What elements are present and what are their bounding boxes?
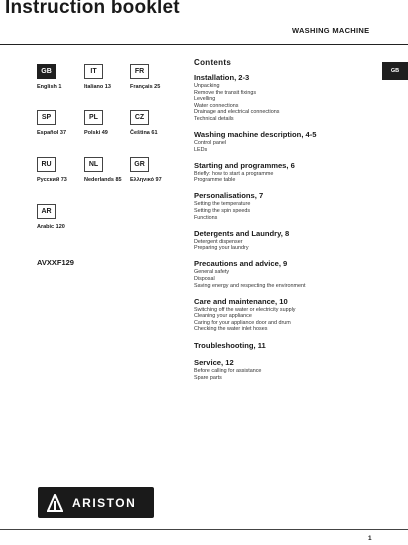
product-category: WASHING MACHINE	[292, 26, 370, 35]
language-page-label: Nederlands 85	[84, 177, 122, 183]
language-entry	[130, 110, 190, 136]
language-page-label: Arabic 120	[37, 224, 65, 230]
toc-section-title: Detergents and Laundry, 8	[194, 228, 290, 238]
language-code-box: PL	[84, 110, 103, 125]
toc-section	[194, 161, 369, 184]
toc-item: Caring for your appliance door and drum	[194, 319, 291, 326]
toc-item: Cleaning your appliance	[194, 313, 252, 320]
booklet-title: Instruction booklet	[5, 0, 180, 18]
toc-item: Saving energy and respecting the environment	[194, 282, 306, 289]
language-page-label: English 1	[37, 84, 62, 90]
language-code-box: FR	[130, 64, 149, 79]
language-code-box: AR	[37, 204, 56, 219]
language-tab: GB	[382, 62, 408, 80]
toc-section-title: Care and maintenance, 10	[194, 296, 288, 306]
toc-item: Setting the temperature	[194, 201, 251, 208]
language-entry	[130, 64, 190, 90]
ariston-logo	[38, 487, 154, 518]
toc-item: Detergent dispenser	[194, 238, 243, 245]
language-code-box: IT	[84, 64, 103, 79]
toc-item: Functions	[194, 214, 218, 221]
toc-section-title: Troubleshooting, 11	[194, 340, 266, 350]
toc-item: Drainage and electrical connections	[194, 109, 280, 116]
language-page-label: Русский 73	[37, 177, 67, 183]
toc-section	[194, 191, 369, 221]
table-of-contents	[194, 73, 369, 389]
toc-section	[194, 130, 369, 153]
toc-item: Disposal	[194, 276, 215, 282]
language-page-label: Ελληνικό 97	[130, 177, 162, 183]
language-page-label: Čeština 61	[130, 130, 158, 136]
language-page-label: Español 37	[37, 130, 67, 136]
toc-section-title: Washing machine description, 4-5	[194, 130, 317, 140]
toc-section	[194, 259, 369, 289]
ariston-logo-mark-icon	[47, 494, 63, 512]
toc-item: Spare parts	[194, 374, 222, 381]
logo-wordmark: ARISTON	[72, 495, 137, 510]
toc-section	[194, 358, 369, 381]
toc-item: Programme table	[194, 177, 236, 184]
toc-item: Remove the transit fixings	[194, 89, 257, 96]
toc-section-title: Starting and programmes, 6	[194, 160, 295, 170]
toc-section-title: Personalisations, 7	[194, 191, 264, 201]
toc-section	[194, 73, 369, 123]
toc-section	[194, 341, 369, 351]
toc-item: Switching off the water or electricity supply	[194, 306, 296, 313]
toc-item: Levelling	[194, 96, 216, 103]
language-code-box: NL	[84, 157, 103, 172]
toc-item: Checking the water inlet hoses	[194, 326, 268, 333]
footer-divider	[0, 529, 408, 530]
toc-item: Before calling for assistance	[194, 368, 262, 375]
language-page-label: Français 25	[130, 84, 161, 90]
toc-section-title: Service, 12	[194, 358, 234, 368]
toc-item: Setting the spin speeds	[194, 208, 251, 215]
page-number: 1	[368, 535, 372, 542]
toc-section-title: Precautions and advice, 9	[194, 259, 288, 269]
language-entry	[130, 157, 190, 183]
toc-item: Control panel	[194, 140, 227, 147]
toc-section	[194, 229, 369, 252]
toc-item: Water connections	[194, 102, 239, 109]
toc-item: Technical details	[194, 115, 234, 122]
toc-item: General safety	[194, 269, 230, 276]
language-code-box: GR	[130, 157, 149, 172]
language-code-box: CZ	[130, 110, 149, 125]
language-page-label: Polski 49	[84, 130, 108, 136]
language-page-label: Italiano 13	[84, 84, 111, 90]
toc-item: Unpacking	[194, 83, 220, 89]
toc-section	[194, 297, 369, 333]
language-code-box: GB	[37, 64, 56, 79]
header-divider	[0, 44, 408, 45]
toc-section-title: Installation, 2-3	[194, 73, 250, 82]
toc-item: LEDs	[194, 146, 208, 153]
contents-heading: Contents	[194, 58, 232, 67]
language-entry	[37, 204, 97, 230]
toc-item: Preparing your laundry	[194, 245, 249, 252]
language-code-box: SP	[37, 110, 56, 125]
model-number: AVXXF129	[37, 258, 74, 267]
language-code-box: RU	[37, 157, 56, 172]
toc-item: Briefly: how to start a programme	[194, 170, 274, 177]
